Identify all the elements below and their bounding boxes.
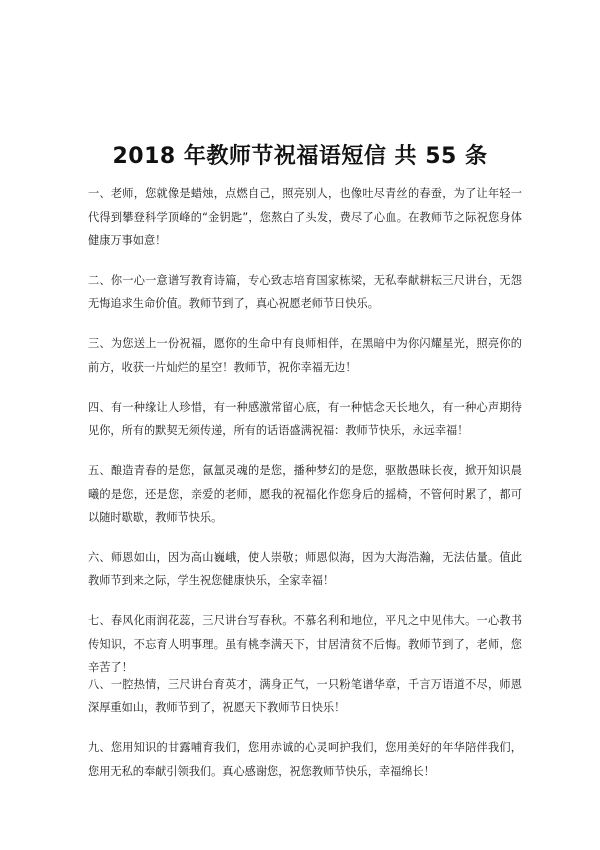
list-item: 二、你一心一意谱写教育诗篇，专心致志培育国家栋梁，无私奉献耕耘三尺讲台，无怨无悔追求生命价值。教师节到了，真心祝愿老师节日快乐。: [88, 273, 522, 311]
list-item: 八、一腔热情，三尺讲台育英才，满身正气，一只粉笔谱华章，千言万语道不尽，师恩深厚重如山，教师节到了，祝愿天下教师节日快乐！: [88, 677, 522, 715]
list-item: 一、老师，您就像是蜡烛，点燃自己，照亮别人，也像吐尽青丝的春蚕，为了让年轻一代得到攀登科学顶峰的“金钥匙”，您熬白了头发，费尽了心血。在教师节之际祝您身体健康万事如意！: [88, 187, 522, 247]
list-item: 五、酿造青春的是您，氤氲灵魂的是您，播种梦幻的是您，驱散愚昧长夜，掀开知识晨曦的是您，还是您，亲爱的老师，愿我的祝福化作您身后的摇椅，不管何时累了，都可以随时歇歇，教师节快乐。: [88, 464, 522, 525]
blessing-list: [88, 182, 522, 800]
list-item: 九、您用知识的甘露哺育我们，您用赤诚的心灵呵护我们，您用美好的年华陪伴我们，您用无私的奉献引领我们。真心感谢您，祝您教师节快乐，幸福绵长！: [88, 741, 522, 778]
list-item: 六、师恩如山，因为高山巍峨，使人崇敬；师恩似海，因为大海浩瀚，无法估量。值此教师节到来之际，学生祝您健康快乐，全家幸福！: [88, 550, 522, 588]
list-item: 七、春风化雨润花蕊，三尺讲台写春秋。不慕名利和地位，平凡之中见伟大。一心教书传知识，不忘育人明事理。虽有桃李满天下，甘居清贫不后悔。教师节到了，老师，您辛苦了！: [88, 614, 522, 675]
list-item: 三、为您送上一份祝福，愿你的生命中有良师相伴，在黑暗中为你闪耀星光，照亮你的前方，收获一片灿烂的星空！教师节，祝你幸福无边！: [88, 337, 522, 374]
list-item: 四、有一种缘让人珍惜，有一种感激常留心底，有一种惦念天长地久，有一种心声期待见你，所有的默契无须传递，所有的话语盛满祝福：教师节快乐，永远幸福！: [88, 400, 522, 438]
page-title: 2018 年教师节祝福语短信 共 55 条: [112, 144, 488, 169]
